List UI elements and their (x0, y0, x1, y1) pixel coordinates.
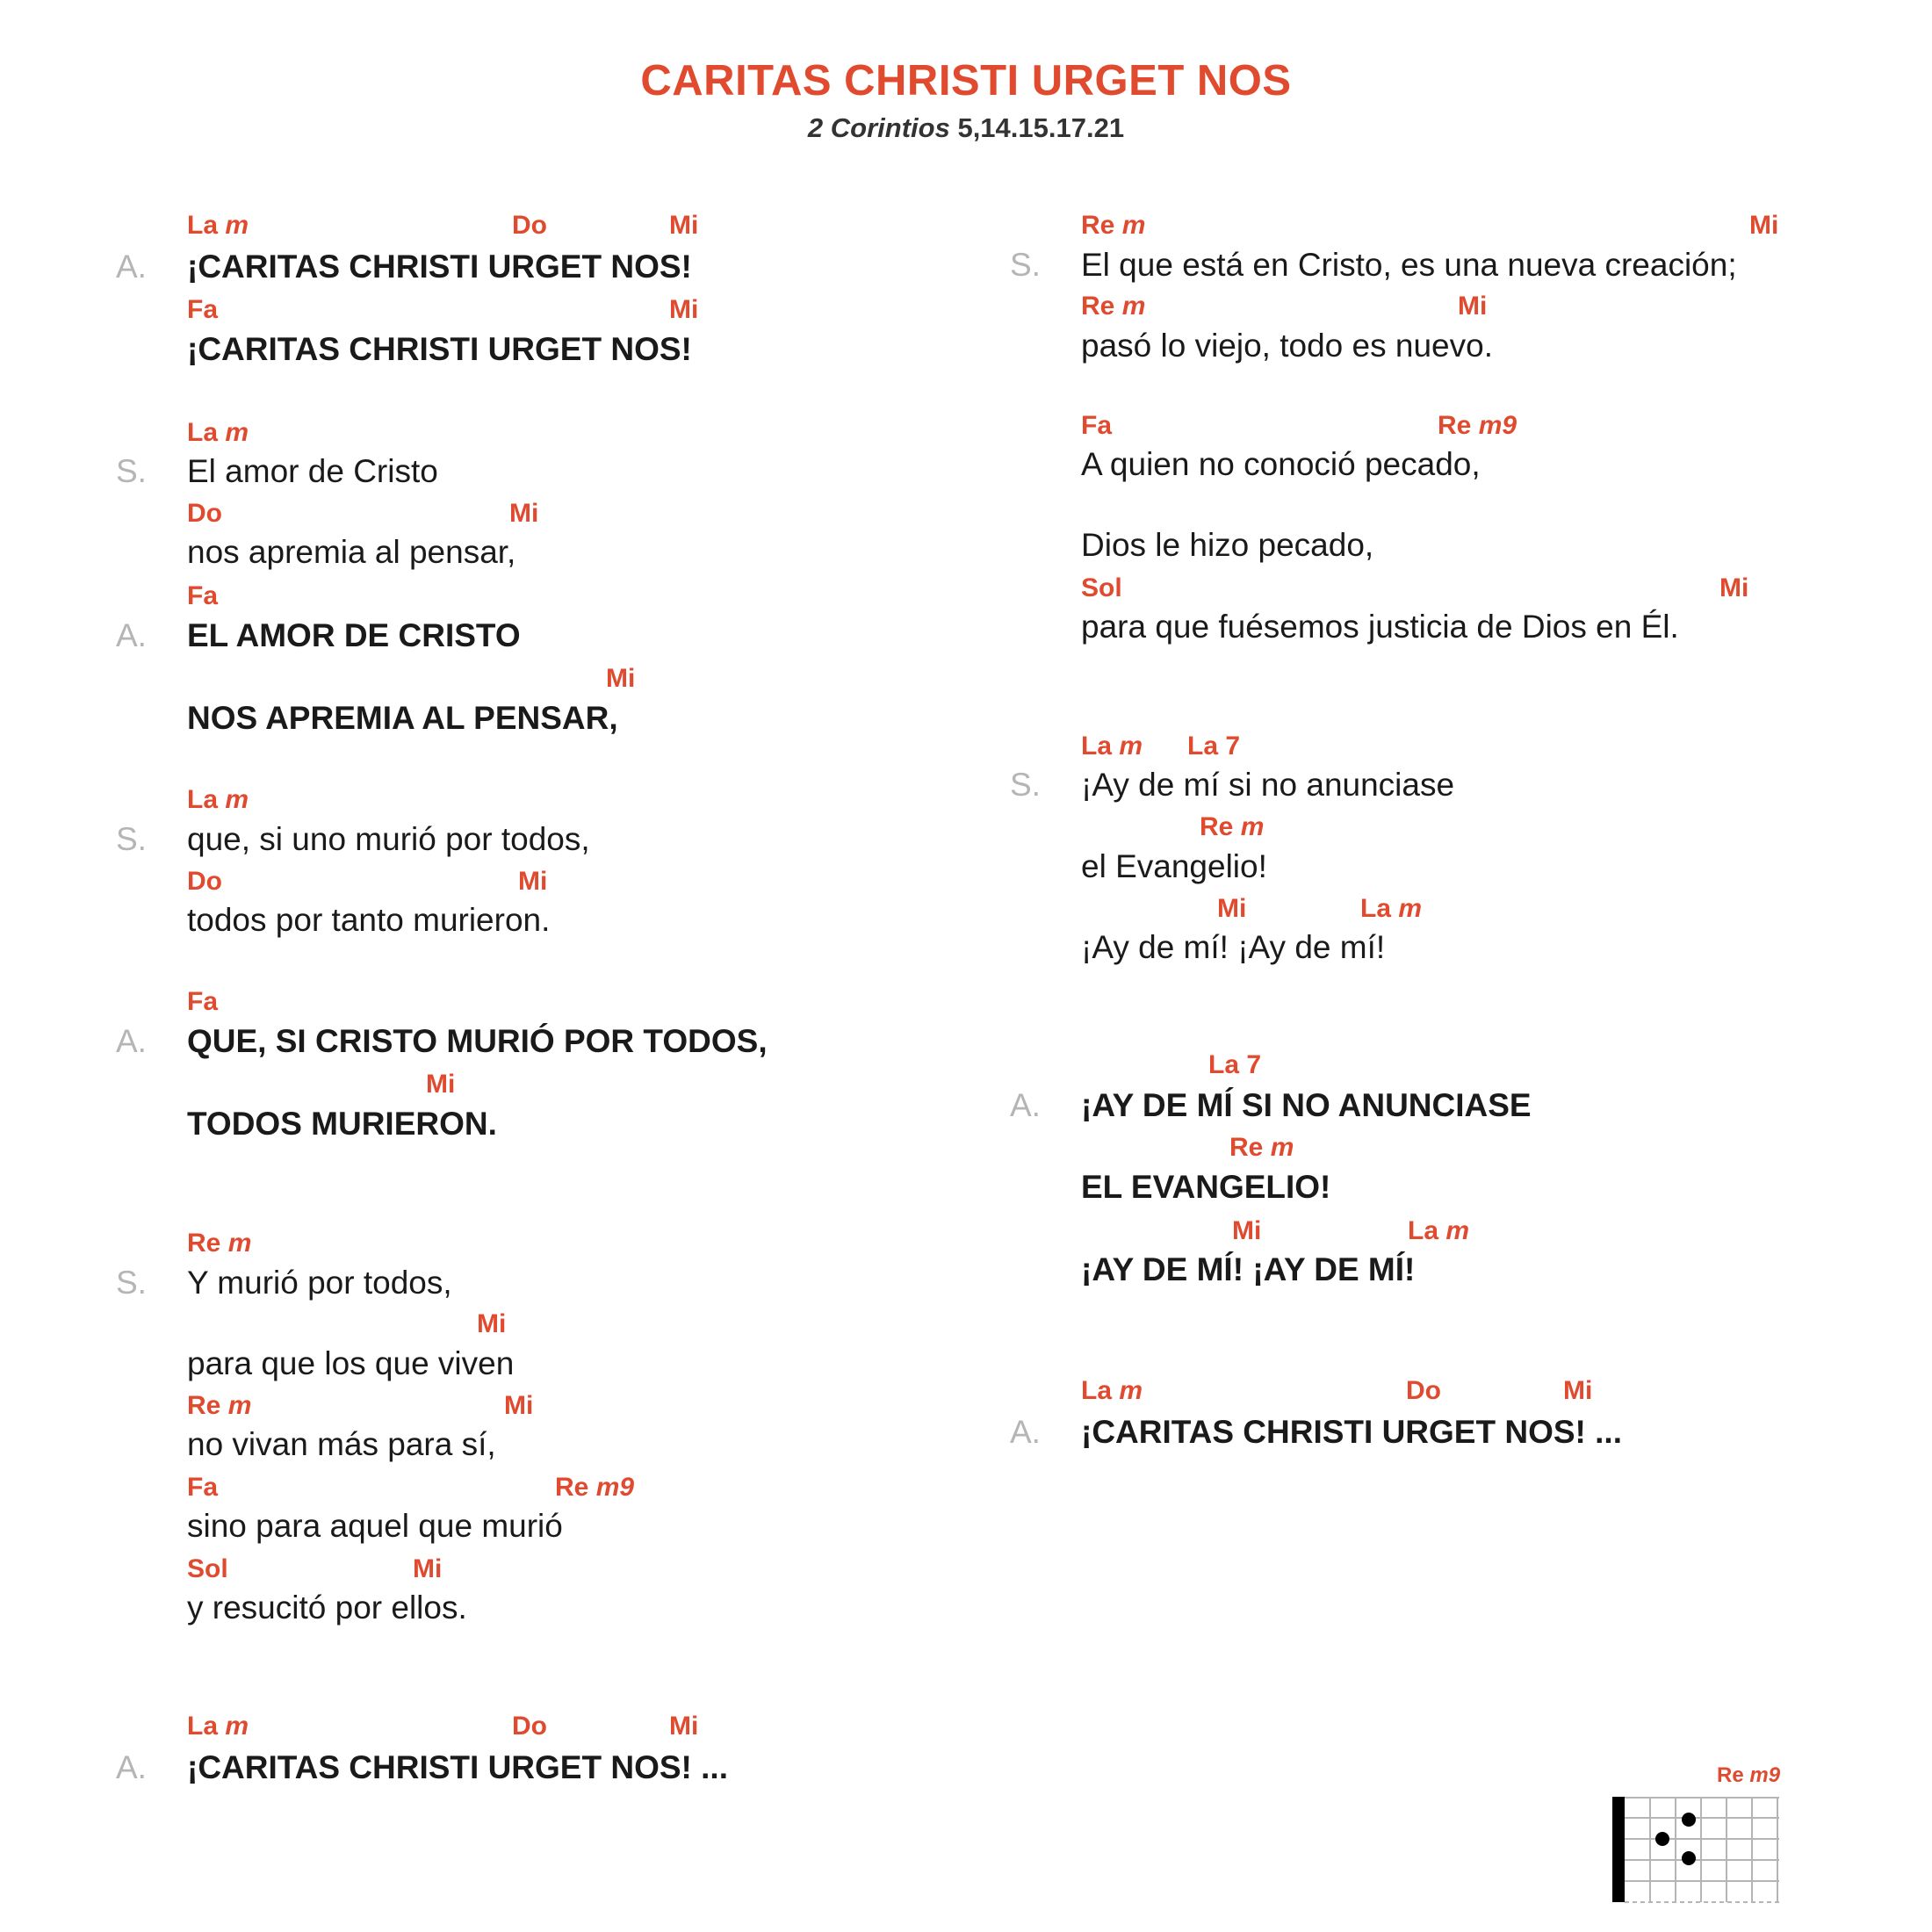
chord-fa: Fa (187, 581, 219, 610)
role-label: A. (1010, 1414, 1041, 1450)
chord-mi: Mi (1217, 894, 1247, 923)
lyric-line: ¡CARITAS CHRISTI URGET NOS! ... (187, 1749, 728, 1785)
chord-do: Do (187, 499, 222, 528)
lyric-line: EL EVANGELIO! (1081, 1169, 1331, 1205)
chord-re-m: Re m (1200, 812, 1265, 841)
lyric-line: EL AMOR DE CRISTO (187, 617, 521, 653)
chord-mi: Mi (477, 1309, 507, 1338)
role-label: S. (116, 821, 147, 857)
chord-do: Do (512, 211, 547, 240)
role-label: S. (1010, 247, 1041, 283)
lyric-line: sino para aquel que murió (187, 1508, 563, 1544)
chord-la-7: La 7 (1208, 1050, 1262, 1079)
chord-mi: Mi (518, 867, 548, 896)
chord-re-m: Re m (187, 1391, 252, 1420)
chord-la-m: La m (1360, 894, 1423, 923)
lyric-line: QUE, SI CRISTO MURIÓ POR TODOS, (187, 1023, 768, 1059)
chord-mi: Mi (413, 1554, 443, 1583)
lyric-line: TODOS MURIERON. (187, 1106, 497, 1142)
lyric-line: ¡AY DE MÍ SI NO ANUNCIASE (1081, 1087, 1532, 1123)
chord-la-m: La m (187, 785, 249, 814)
lyric-line: Dios le hizo pecado, (1081, 527, 1374, 563)
chord-mi: Mi (669, 211, 699, 240)
chord-re-m9: Re m9 (1438, 411, 1517, 440)
chord-mi: Mi (1563, 1376, 1593, 1405)
lyric-line: El amor de Cristo (187, 453, 438, 489)
finger-dot (1682, 1813, 1696, 1827)
chord-mi: Mi (606, 664, 636, 693)
chord-mi: Mi (669, 295, 699, 324)
chord-la-m: La m (187, 211, 249, 240)
chord-mi: Mi (1719, 573, 1749, 602)
chord-sol: Sol (187, 1554, 228, 1583)
book-name: 2 Corintios (807, 112, 950, 143)
lyric-line: para que los que viven (187, 1345, 515, 1381)
chord-re-m9: Re m9 (555, 1473, 635, 1502)
chord-re-m: Re m (1229, 1133, 1294, 1162)
lyric-line: ¡AY DE MÍ! ¡AY DE MÍ! (1081, 1251, 1416, 1287)
chord-re-m: Re m (187, 1229, 252, 1258)
lyric-line: pasó lo viejo, todo es nuevo. (1081, 328, 1493, 364)
chord-fa: Fa (187, 987, 219, 1016)
lyric-line: nos apremia al pensar, (187, 534, 516, 570)
chord-la-m: La m (1408, 1216, 1470, 1245)
lyric-line: no vivan más para sí, (187, 1426, 496, 1462)
chord-do: Do (187, 867, 222, 896)
role-label: S. (116, 1265, 147, 1301)
chord-la-7: La 7 (1187, 732, 1241, 761)
chord-la-m: La m (187, 1712, 249, 1741)
chord-fa: Fa (1081, 411, 1113, 440)
lyric-line: Y murió por todos, (187, 1265, 452, 1301)
lyric-line: ¡CARITAS CHRISTI URGET NOS! ... (1081, 1414, 1622, 1450)
song-title: CARITAS CHRISTI URGET NOS (640, 57, 1292, 105)
chord-diagram (1612, 1797, 1779, 1906)
lyric-line: todos por tanto murieron. (187, 902, 551, 938)
chord-la-m: La m (1081, 732, 1143, 761)
chord-la-m: La m (187, 418, 249, 447)
lyric-line: el Evangelio! (1081, 848, 1267, 884)
diagram-grid (1625, 1797, 1779, 1902)
lyric-line: ¡Ay de mí! ¡Ay de mí! (1081, 929, 1386, 965)
lyric-line: A quien no conoció pecado, (1081, 446, 1481, 482)
lyric-line: y resucitó por ellos. (187, 1590, 467, 1626)
chord-re-m: Re m (1081, 292, 1146, 321)
chord-fa: Fa (187, 1473, 219, 1502)
chord-mi: Mi (504, 1391, 534, 1420)
chord-fa: Fa (187, 295, 219, 324)
lyric-line: que, si uno murió por todos, (187, 821, 590, 857)
role-label: S. (1010, 767, 1041, 803)
role-label: A. (1010, 1087, 1041, 1123)
finger-dot (1655, 1832, 1669, 1846)
chord-mi: Mi (1749, 211, 1779, 240)
lyric-line: NOS APREMIA AL PENSAR, (187, 700, 618, 736)
diagram-nut (1612, 1797, 1625, 1902)
chord-do: Do (1406, 1376, 1441, 1405)
chord-re-m: Re m (1081, 211, 1146, 240)
chord-mi: Mi (1232, 1216, 1262, 1245)
lyric-line: El que está en Cristo, es una nueva creación; (1081, 247, 1737, 283)
role-label: A. (116, 1023, 147, 1059)
lyric-line: ¡CARITAS CHRISTI URGET NOS! (187, 249, 692, 285)
role-label: A. (116, 1749, 147, 1785)
lyric-line: ¡Ay de mí si no anunciase (1081, 767, 1455, 803)
chord-la-m: La m (1081, 1376, 1143, 1405)
lyric-line: ¡CARITAS CHRISTI URGET NOS! (187, 331, 692, 367)
role-label: A. (116, 249, 147, 285)
chord-mi: Mi (1458, 292, 1488, 321)
chord-sol: Sol (1081, 573, 1122, 602)
chord-mi: Mi (669, 1712, 699, 1741)
chord-do: Do (512, 1712, 547, 1741)
role-label: S. (116, 453, 147, 489)
role-label: A. (116, 617, 147, 653)
chord-mi: Mi (509, 499, 539, 528)
chord-mi: Mi (426, 1070, 456, 1099)
lyric-line: para que fuésemos justicia de Dios en Él. (1081, 609, 1679, 645)
diagram-chord-label: Re m9 (1717, 1763, 1781, 1787)
verse-numbers: 5,14.15.17.21 (957, 112, 1125, 143)
finger-dot (1682, 1851, 1696, 1865)
